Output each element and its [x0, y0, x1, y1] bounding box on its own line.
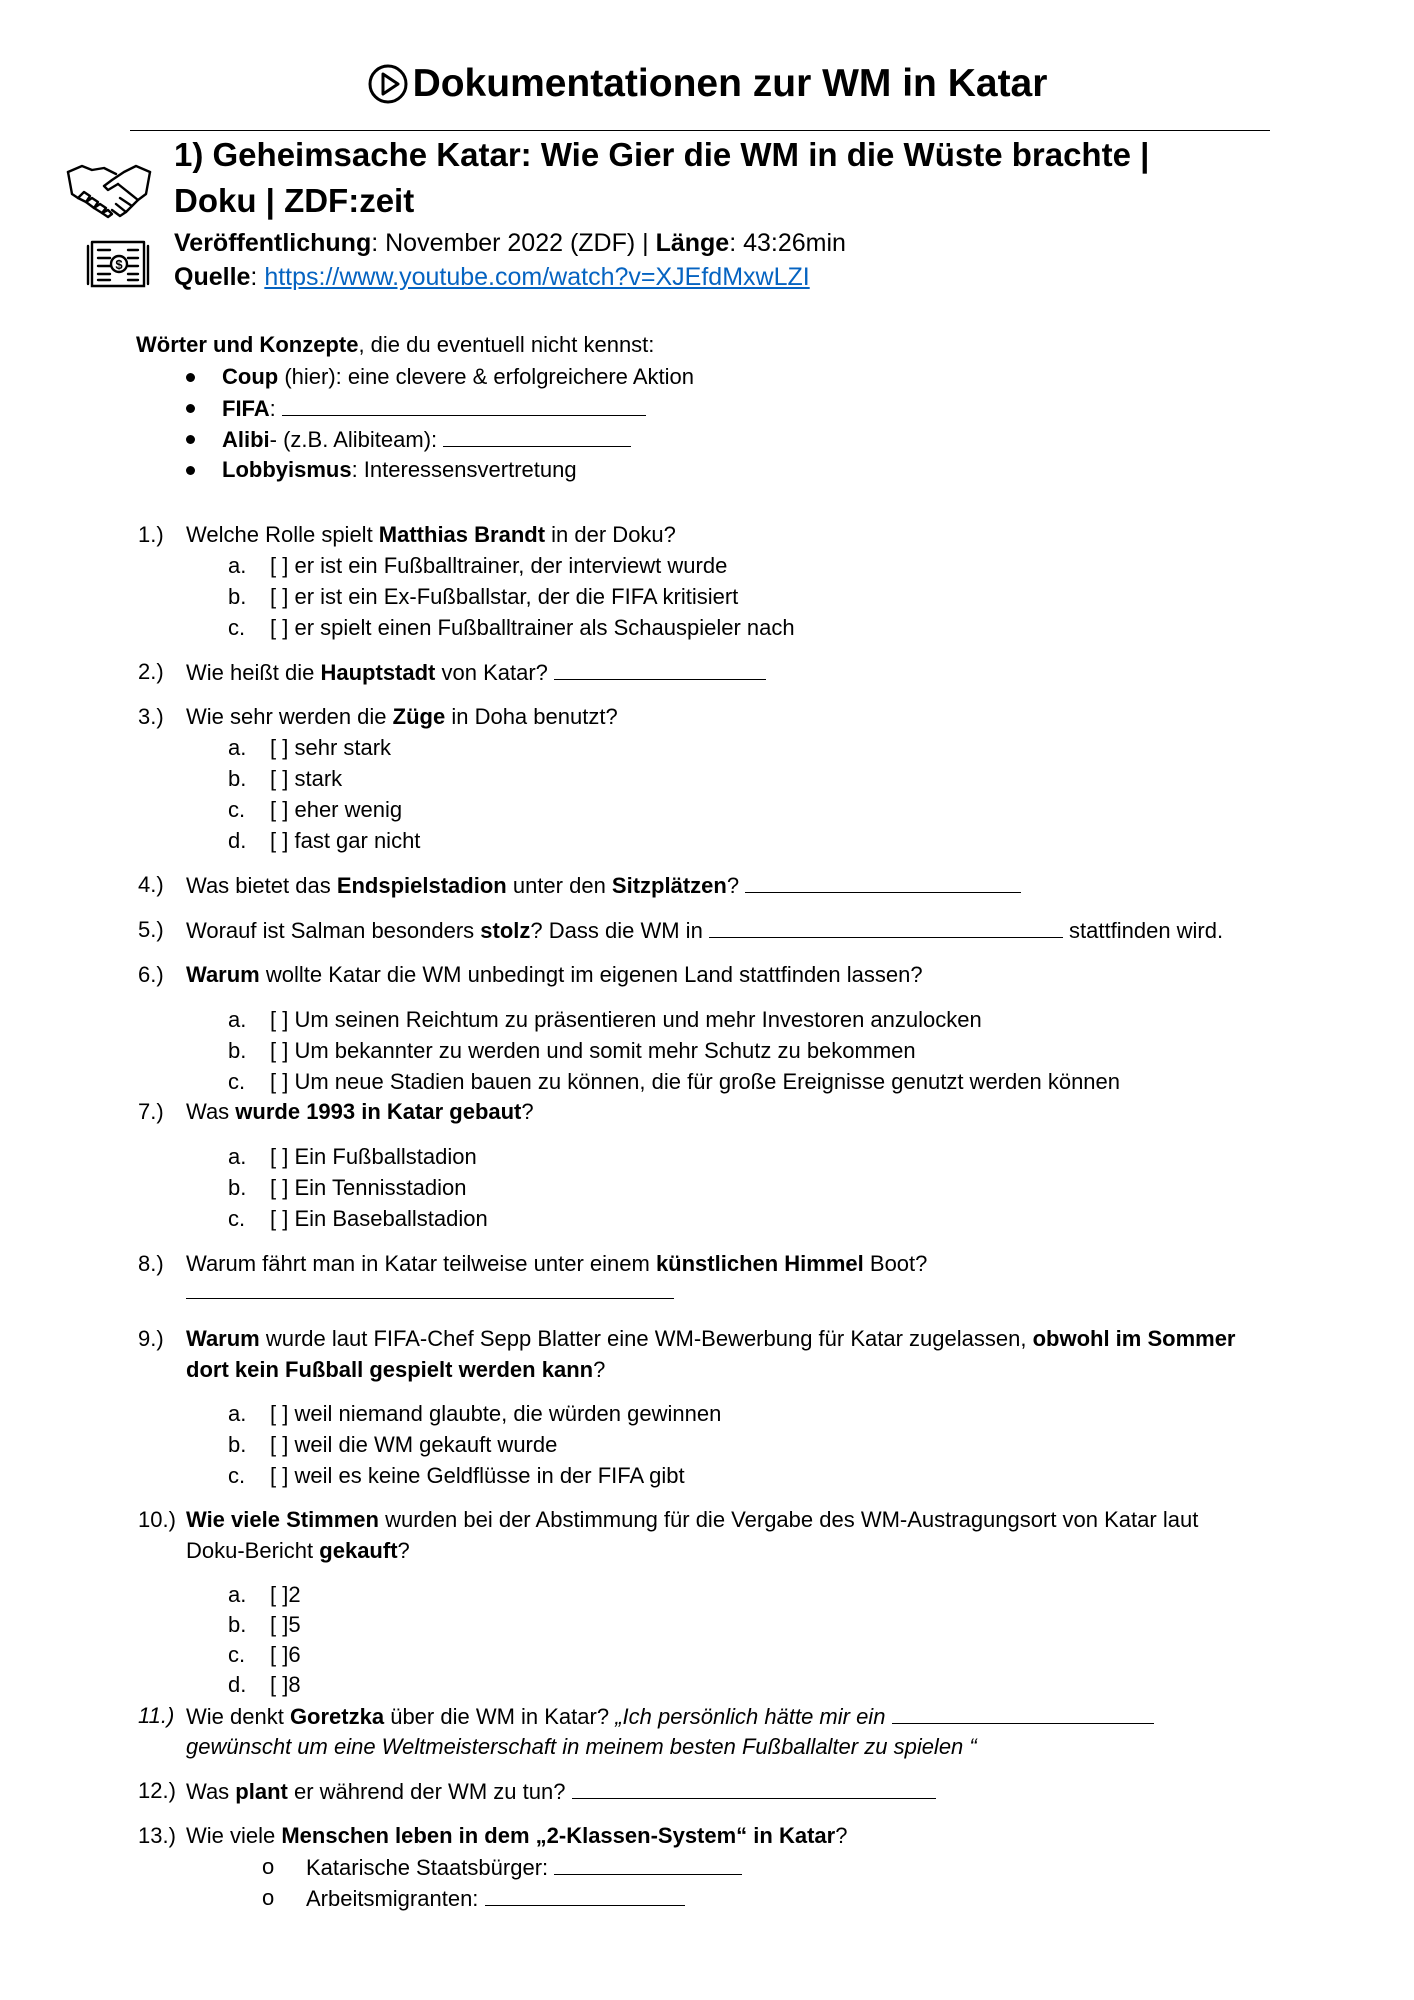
answer-option[interactable]: [ ] weil es keine Geldflüsse in der FIFA gibt: [270, 1463, 685, 1488]
answer-blank[interactable]: [554, 657, 766, 680]
question-text: Wie viele Menschen leben in dem „2-Klassen-System“ in Katar?: [186, 1823, 848, 1848]
answer-option[interactable]: [ ] Ein Tennisstadion: [270, 1175, 467, 1200]
answer-option[interactable]: [ ] fast gar nicht: [270, 828, 421, 853]
question-text: Warum wollte Katar die WM unbedingt im eigenen Land stattfinden lassen?: [186, 962, 923, 987]
answer-option[interactable]: [ ]8: [270, 1672, 301, 1697]
answer-blank[interactable]: [892, 1701, 1154, 1724]
source-link[interactable]: https://www.youtube.com/watch?v=XJEfdMxwLZI: [264, 263, 810, 291]
question-text: Worauf ist Salman besonders stolz? Dass die WM in stattfinden wird.: [186, 915, 1223, 946]
question-text: Welche Rolle spielt Matthias Brandt in der Doku?: [186, 522, 676, 547]
question-text-continued: Doku-Bericht gekauft?: [186, 1538, 410, 1563]
answer-blank[interactable]: [186, 1276, 674, 1299]
question-text: Was wurde 1993 in Katar gebaut?: [186, 1099, 534, 1124]
answer-blank[interactable]: [745, 870, 1021, 893]
play-circle-icon: [367, 63, 409, 105]
sub-bullet: o: [262, 1854, 275, 1879]
question-number: 3.): [138, 704, 164, 729]
answer-option[interactable]: [ ] er ist ein Ex-Fußballstar, der die FIFA kritisiert: [270, 584, 739, 609]
question-number: 12.): [138, 1778, 176, 1803]
sub-item: Katarische Staatsbürger:: [306, 1852, 742, 1883]
answer-option[interactable]: [ ] Ein Baseballstadion: [270, 1206, 488, 1231]
answer-option[interactable]: [ ] stark: [270, 766, 343, 791]
answer-option[interactable]: [ ]2: [270, 1582, 301, 1607]
documentary-title: 1) Geheimsache Katar: Wie Gier die WM in die Wüste brachte | Doku | ZDF:zeit: [174, 136, 1150, 219]
answer-option[interactable]: [ ]5: [270, 1612, 301, 1637]
question-text: Wie denkt Goretzka über die WM in Katar? „Ich persönlich hätte mir ein: [186, 1701, 1154, 1732]
answer-option[interactable]: [ ] sehr stark: [270, 735, 392, 760]
question-text: Wie viele Stimmen wurden bei der Abstimmung für die Vergabe des WM-Austragungsort von Katar laut: [186, 1507, 1199, 1532]
money-document-icon: [84, 236, 152, 290]
answer-option[interactable]: [ ] weil niemand glaubte, die würden gewinnen: [270, 1401, 722, 1426]
answer-blank[interactable]: [554, 1852, 742, 1875]
answer-line: [186, 1276, 674, 1307]
question-text: Was plant er während der WM zu tun?: [186, 1776, 936, 1807]
answer-option[interactable]: [ ] er ist ein Fußballtrainer, der interviewt wurde: [270, 553, 728, 578]
sub-bullet: o: [262, 1885, 275, 1910]
question-text-continued: gewünscht um eine Weltmeisterschaft in meinem besten Fußballalter zu spielen “: [186, 1734, 977, 1759]
answer-blank[interactable]: [282, 393, 646, 416]
question-number: 6.): [138, 962, 164, 987]
question-number: 5.): [138, 917, 164, 942]
answer-option[interactable]: [ ] Um seinen Reichtum zu präsentieren und mehr Investoren anzulocken: [270, 1007, 982, 1032]
handshake-icon: [64, 158, 154, 220]
answer-option[interactable]: [ ]6: [270, 1642, 301, 1667]
answer-option[interactable]: [ ] Ein Fußballstadion: [270, 1144, 477, 1169]
question-number: 9.): [138, 1326, 164, 1351]
question-number: 2.): [138, 659, 164, 684]
sub-item: Arbeitsmigranten:: [306, 1883, 685, 1914]
question-number: 7.): [138, 1099, 164, 1124]
question-text: Warum fährt man in Katar teilweise unter einem künstlichen Himmel Boot?: [186, 1251, 928, 1276]
page-title: [0, 62, 1414, 115]
question-number: 4.): [138, 872, 164, 897]
answer-option[interactable]: [ ] weil die WM gekauft wurde: [270, 1432, 558, 1457]
question-text-continued: dort kein Fußball gespielt werden kann?: [186, 1357, 606, 1382]
list-item: Alibi- (z.B. Alibiteam):: [222, 424, 631, 455]
question-number: 8.): [138, 1251, 164, 1276]
publication-info: Veröffentlichung: November 2022 (ZDF) | Länge: 43:26min: [174, 229, 846, 257]
list-item: Lobbyismus: Interessensvertretung: [222, 455, 577, 485]
answer-option[interactable]: [ ] Um neue Stadien bauen zu können, die für große Ereignisse genutzt werden können: [270, 1069, 1121, 1094]
answer-blank[interactable]: [485, 1883, 685, 1906]
question-text: Wie heißt die Hauptstadt von Katar?: [186, 657, 766, 688]
title-divider: [130, 130, 1270, 131]
question-number: 1.): [138, 522, 164, 547]
question-text: Warum wurde laut FIFA-Chef Sepp Blatter eine WM-Bewerbung für Katar zugelassen, obwohl im Sommer: [186, 1326, 1236, 1351]
answer-blank[interactable]: [443, 424, 631, 447]
vocabulary-intro: Wörter und Konzepte, die du eventuell nicht kennst:: [136, 332, 655, 357]
answer-option[interactable]: [ ] eher wenig: [270, 797, 403, 822]
answer-option[interactable]: [ ] er spielt einen Fußballtrainer als Schauspieler nach: [270, 615, 795, 640]
list-item: Coup (hier): eine clevere & erfolgreichere Aktion: [222, 362, 694, 392]
question-text: Was bietet das Endspielstadion unter den Sitzplätzen?: [186, 870, 1021, 901]
question-number: 11.): [138, 1703, 175, 1728]
question-number: 10.): [138, 1507, 176, 1532]
question-text: Wie sehr werden die Züge in Doha benutzt?: [186, 704, 618, 729]
answer-blank[interactable]: [572, 1776, 936, 1799]
answer-option[interactable]: [ ] Um bekannter zu werden und somit mehr Schutz zu bekommen: [270, 1038, 916, 1063]
source-info: Quelle: https://www.youtube.com/watch?v=XJEfdMxwLZI: [174, 263, 810, 291]
svg-text:$: $: [115, 257, 123, 272]
question-number: 13.): [138, 1823, 176, 1848]
list-item: FIFA:: [222, 393, 646, 424]
page-title-text: Dokumentationen zur WM in Katar: [412, 62, 1048, 105]
answer-blank[interactable]: [709, 915, 1063, 938]
